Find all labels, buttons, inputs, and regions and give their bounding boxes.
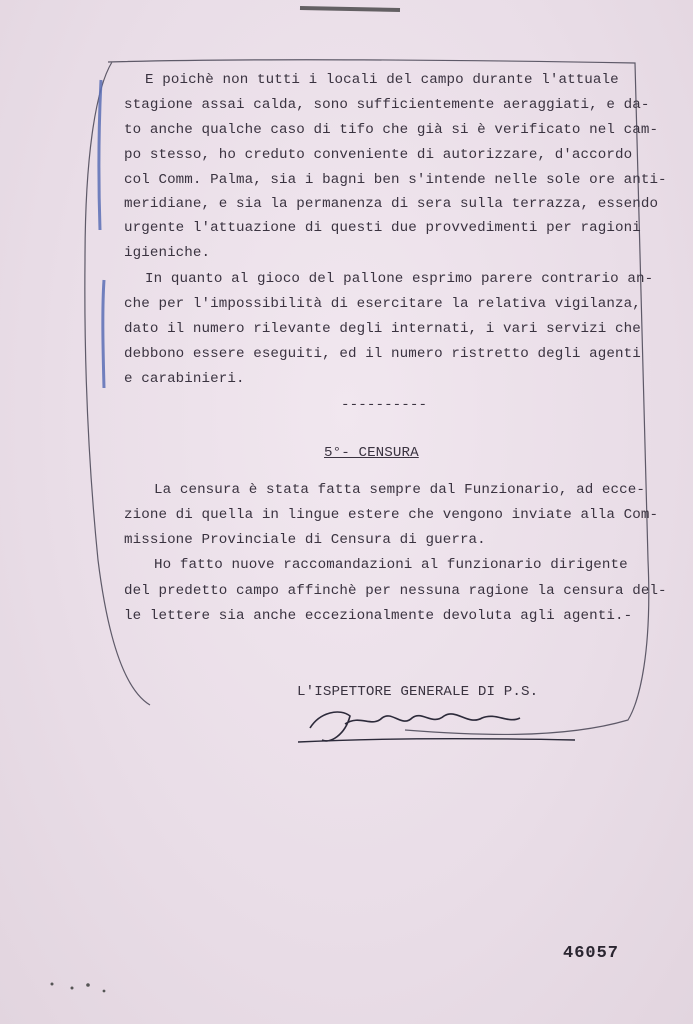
signature-underline — [298, 739, 575, 742]
p4-line-1: Ho fatto nuove raccomandazioni al funzionario dirigente — [154, 557, 628, 573]
p3-line-1: La censura è stata fatta sempre dal Funzionario, ad ecce- — [154, 482, 645, 498]
p2-line-5: e carabinieri. — [124, 371, 245, 387]
p1-line-2: stagione assai calda, sono sufficientemente aeraggiati, e da- — [124, 97, 650, 113]
signature-title: L'ISPETTORE GENERALE DI P.S. — [297, 684, 539, 700]
p1-line-3: to anche qualche caso di tifo che già si è verificato nel cam- — [124, 122, 659, 138]
speck — [86, 983, 90, 987]
speck — [51, 983, 54, 986]
p1-line-4: po stesso, ho creduto conveniente di autorizzare, d'accordo — [124, 147, 633, 163]
separator: ---------- — [341, 397, 428, 413]
p3-line-2: zione di quella in lingue estere che vengono inviate alla Com- — [124, 507, 659, 523]
p1-line-7: urgente l'attuazione di questi due provvedimenti per ragioni — [124, 220, 641, 236]
enclosing-loop — [85, 60, 649, 735]
speck — [71, 987, 74, 990]
blue-mark-1 — [99, 80, 101, 230]
stamp-number: 46057 — [563, 944, 620, 963]
p4-line-2: del predetto campo affinchè per nessuna ragione la censura del- — [124, 583, 667, 599]
p1-line-5: col Comm. Palma, sia i bagni ben s'intende nelle sole ore anti- — [124, 172, 667, 188]
p1-line-1: E poichè non tutti i locali del campo durante l'attuale — [145, 72, 619, 88]
top-edge-mark — [300, 8, 400, 10]
p2-line-3: dato il numero rilevante degli internati, i vari servizi che — [124, 321, 641, 337]
p1-line-6: meridiane, e sia la permanenza di sera sulla terrazza, essendo — [124, 196, 659, 212]
p4-line-3: le lettere sia anche eccezionalmente devoluta agli agenti.- — [124, 608, 633, 624]
p3-line-3: missione Provinciale di Censura di guerra. — [124, 532, 486, 548]
p1-line-8: igieniche. — [124, 245, 211, 261]
speck — [103, 990, 106, 993]
blue-mark-2 — [103, 280, 104, 388]
p2-line-4: debbono essere eseguiti, ed il numero ristretto degli agenti — [124, 346, 641, 362]
section-title: 5°- CENSURA — [324, 445, 419, 461]
p2-line-2: che per l'impossibilità di esercitare la relativa vigilanza, — [124, 296, 641, 312]
p2-line-1: In quanto al gioco del pallone esprimo parere contrario an- — [145, 271, 654, 287]
signature-scribble — [310, 712, 520, 741]
